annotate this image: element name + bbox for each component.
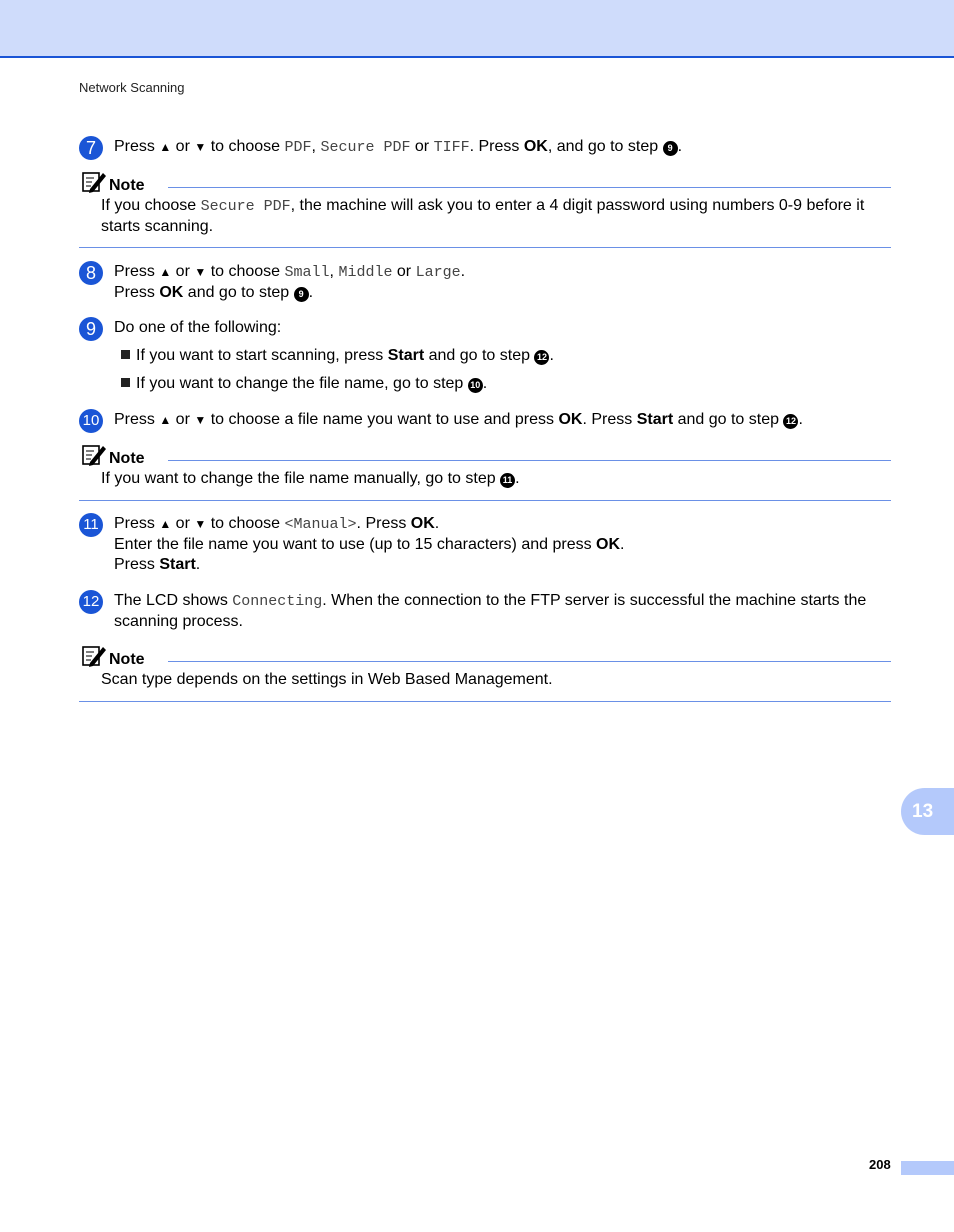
step-number: 12 <box>79 590 103 614</box>
down-arrow-icon: ▼ <box>194 517 207 531</box>
step-number: 11 <box>79 513 103 537</box>
step-ref: 10 <box>468 378 483 393</box>
chapter-tab[interactable]: 13 <box>901 788 954 835</box>
step-ref: 11 <box>500 473 515 488</box>
step-7: 7 Press ▲ or ▼ to choose PDF, Secure PDF or TIFF. Press OK, and go to step 9 . <box>79 137 891 158</box>
step-12: 12 The LCD shows Connecting. When the connection to the FTP server is successful the machine starts the scanning process. <box>79 591 891 632</box>
note-box <box>79 443 891 502</box>
step-10: 10 Press ▲ or ▼ to choose a file name you want to use and press OK. Press Start and go to step 12 . <box>79 410 891 430</box>
down-arrow-icon: ▼ <box>194 413 207 427</box>
note-box <box>79 644 891 704</box>
note-bottom-rule <box>79 247 891 248</box>
note-pencil-icon <box>81 170 107 194</box>
note-text: If you want to change the file name manually, go to step 11 . <box>101 470 520 487</box>
step-number: 9 <box>79 317 103 341</box>
step-number: 7 <box>79 136 103 160</box>
step-11: 11 Press ▲ or ▼ to choose <Manual>. Press OK. Enter the file name you want to use (up to 15 characters) and press OK. Press Start. <box>79 514 891 575</box>
header-band <box>0 0 954 58</box>
note-rule <box>168 661 891 662</box>
note-bottom-rule <box>79 701 891 702</box>
note-heading: Note <box>81 644 145 668</box>
step-number: 10 <box>79 409 103 433</box>
running-head: Network Scanning <box>79 80 185 95</box>
bullet-item: If you want to change the file name, go to step 10 . <box>121 374 487 394</box>
note-rule <box>168 187 891 188</box>
bullet-item: If you want to start scanning, press Start and go to step 12 . <box>121 346 554 366</box>
bullet-square-icon <box>121 350 130 359</box>
step-ref: 9 <box>663 141 678 156</box>
up-arrow-icon: ▲ <box>159 517 172 531</box>
step-ref: 12 <box>783 414 798 429</box>
note-heading: Note <box>81 443 145 467</box>
down-arrow-icon: ▼ <box>194 140 207 154</box>
step-ref: 12 <box>534 350 549 365</box>
note-text: If you choose Secure PDF, the machine will ask you to enter a 4 digit password using numbers 0-9 before it starts scanning. <box>101 197 865 235</box>
up-arrow-icon: ▲ <box>159 413 172 427</box>
page-number-bar <box>901 1161 954 1175</box>
note-heading: Note <box>81 170 145 194</box>
bullet-square-icon <box>121 378 130 387</box>
note-bottom-rule <box>79 500 891 501</box>
page-number: 208 <box>869 1157 891 1172</box>
step-number: 8 <box>79 261 103 285</box>
note-pencil-icon <box>81 443 107 467</box>
note-text: Scan type depends on the settings in Web Based Management. <box>101 671 553 688</box>
down-arrow-icon: ▼ <box>194 265 207 279</box>
note-pencil-icon <box>81 644 107 668</box>
note-rule <box>168 460 891 461</box>
up-arrow-icon: ▲ <box>159 140 172 154</box>
up-arrow-icon: ▲ <box>159 265 172 279</box>
step-8: 8 Press ▲ or ▼ to choose Small, Middle or Large. Press OK and go to step 9 . <box>79 262 891 303</box>
note-box <box>79 170 891 249</box>
step-ref: 9 <box>294 287 309 302</box>
step-9: 9 Do one of the following: <box>79 318 891 338</box>
